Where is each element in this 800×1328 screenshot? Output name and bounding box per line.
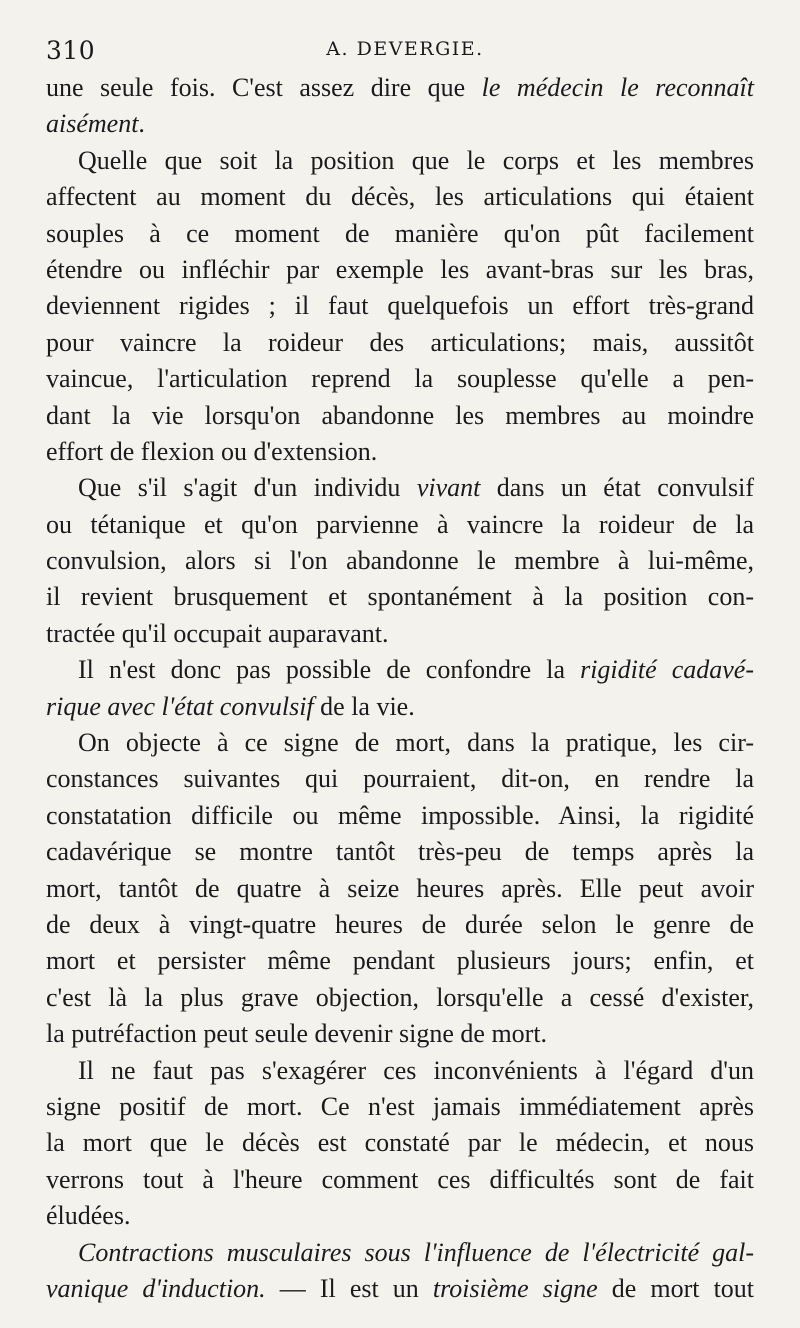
- running-head: A. DEVERGIE.: [326, 38, 484, 60]
- italic-text: Contractions musculaires sous l'influence de l'électricité gal-: [78, 1237, 754, 1267]
- text-line: [46, 579, 754, 615]
- text-segment: Il ne faut pas s'exagérer ces inconvénients à l'égard d'un: [78, 1055, 754, 1085]
- text-segment: On objecte à ce signe de mort, dans la pratique, les cir-: [78, 728, 754, 758]
- text-segment: pour vaincre la roideur des articulations; mais, aussitôt: [46, 327, 754, 357]
- text-line: [46, 1016, 754, 1052]
- text-line: [46, 507, 754, 543]
- text-segment: mort, tantôt de quatre à seize heures après. Elle peut avoir: [46, 873, 754, 903]
- text-line: [46, 1198, 754, 1234]
- text-segment: cadavérique se montre tantôt très-peu de temps après la: [46, 837, 754, 867]
- text-segment: de mort tout: [597, 1273, 755, 1303]
- text-segment: convulsion, alors si l'on abandonne le membre à lui-même,: [46, 546, 754, 576]
- text-line: [46, 980, 754, 1016]
- text-segment: dant la vie lorsqu'on abandonne les membres au moindre: [46, 400, 754, 430]
- text-line: [46, 470, 754, 506]
- text-segment: souples à ce moment de manière qu'on pût facilement: [46, 218, 754, 248]
- text-line: [46, 216, 754, 252]
- text-line: [46, 725, 754, 761]
- text-segment: signe positif de mort. Ce n'est jamais immédiatement après: [46, 1091, 754, 1121]
- italic-text: rigidité cadavé-: [580, 655, 754, 685]
- text-line: [46, 179, 754, 215]
- text-line: [46, 398, 754, 434]
- text-line: [46, 1162, 754, 1198]
- text-line: [46, 1271, 754, 1307]
- text-segment: deviennent rigides ; il faut quelquefois un effort très-grand: [46, 291, 754, 321]
- text-line: [46, 325, 754, 361]
- text-segment: — Il est un: [265, 1273, 433, 1303]
- text-segment: dans un état convulsif: [480, 473, 754, 503]
- text-segment: effort de flexion ou d'extension.: [46, 436, 378, 466]
- italic-text: aisément: [46, 109, 139, 139]
- italic-text: troisième signe: [432, 1273, 598, 1303]
- page-number: 310: [46, 36, 96, 65]
- text-line: [46, 1235, 754, 1271]
- text-segment: mort et persister même pendant plusieurs jours; enfin, et: [46, 946, 754, 976]
- text-line: [46, 106, 754, 142]
- text-line: [46, 434, 754, 470]
- text-line: [46, 943, 754, 979]
- text-segment: une seule fois. C'est assez dire que: [46, 73, 482, 102]
- text-line: [46, 689, 754, 725]
- text-segment: Que s'il s'agit d'un individu: [78, 473, 417, 503]
- text-line: [46, 543, 754, 579]
- text-segment: il revient brusquement et spontanément à la position con-: [46, 582, 754, 612]
- text-line: [46, 1089, 754, 1125]
- text-segment: la putréfaction peut seule devenir signe de mort.: [46, 1019, 548, 1049]
- text-line: [46, 652, 754, 688]
- text-segment: Il n'est donc pas possible de confondre la: [78, 655, 581, 685]
- text-segment: constances suivantes qui pourraient, dit-on, en rendre la: [46, 764, 754, 794]
- italic-text: le médecin le reconnaît: [481, 73, 754, 102]
- text-line: [46, 288, 754, 324]
- text-line: [46, 1053, 754, 1089]
- text-line: [46, 70, 754, 106]
- text-line: [46, 871, 754, 907]
- text-segment: tractée qu'il occupait auparavant.: [46, 618, 389, 648]
- text-segment: verrons tout à l'heure comment ces difficultés sont de fait: [46, 1164, 754, 1194]
- text-segment: vaincue, l'articulation reprend la souplesse qu'elle a pen-: [46, 364, 754, 394]
- text-segment: éludées.: [46, 1201, 131, 1231]
- text-segment: la mort que le décès est constaté par le médecin, et nous: [46, 1128, 754, 1158]
- text-line: [46, 616, 754, 652]
- italic-text: vanique d'induction.: [46, 1273, 266, 1303]
- text-segment: Quelle que soit la position que le corps et les membres: [78, 145, 754, 175]
- text-line: [46, 361, 754, 397]
- text-segment: .: [138, 109, 145, 139]
- italic-text: vivant: [416, 473, 481, 503]
- text-line: [46, 252, 754, 288]
- text-segment: étendre ou infléchir par exemple les avant-bras sur les bras,: [46, 254, 754, 284]
- text-line: [46, 834, 754, 870]
- text-line: [46, 143, 754, 179]
- text-segment: de la vie.: [313, 691, 415, 721]
- italic-text: rique avec l'état convulsif: [46, 691, 314, 721]
- text-segment: de deux à vingt-quatre heures de durée selon le genre de: [46, 909, 754, 939]
- text-line: [46, 798, 754, 834]
- text-segment: affectent au moment du décès, les articulations qui étaient: [46, 182, 754, 212]
- page-header: [46, 30, 754, 66]
- text-line: [46, 907, 754, 943]
- text-segment: ou tétanique et qu'on parvienne à vaincre la roideur de la: [46, 509, 754, 539]
- text-line: [46, 1125, 754, 1161]
- text-segment: c'est là la plus grave objection, lorsqu'elle a cessé d'exister,: [46, 982, 754, 1012]
- text-segment: constatation difficile ou même impossible. Ainsi, la rigidité: [46, 800, 754, 830]
- body-text: [46, 70, 754, 1307]
- text-line: [46, 761, 754, 797]
